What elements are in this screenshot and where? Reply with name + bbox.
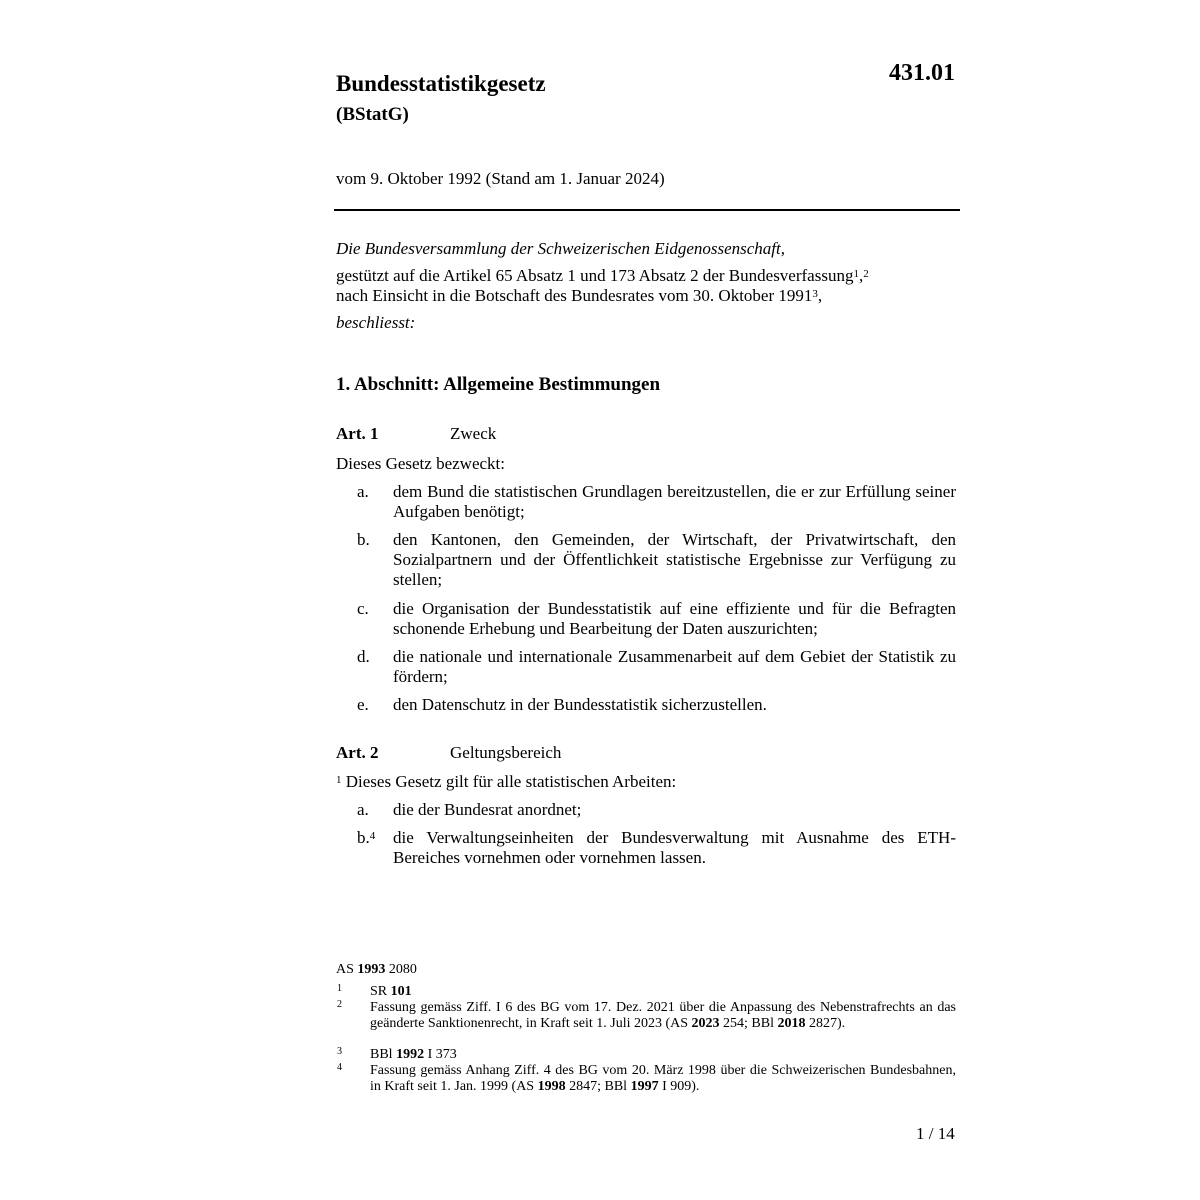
article-2-item-b [336,828,956,868]
footnote-4 [336,1063,956,1095]
article-2-intro: Dieses Gesetz gilt für alle statistischen Arbeiten: [345,772,677,791]
footnote-number: 1 [337,983,342,994]
fn-part: Fassung gemäss Ziff. I 6 des BG vom 17. Dez. 2021 über die Anpassung des Nebenstrafrechts an das geänderte Sanktionenrecht, in Kraft seit 1. Juli 2023 (AS [370,1000,956,1031]
fn-part-bold: 1992 [396,1047,425,1062]
fn-part: BBl [370,1047,397,1062]
footnote-number: 3 [337,1046,342,1057]
article-1-item-b [336,530,956,590]
footnote-2 [336,1000,956,1032]
list-item-text: dem Bund die statistischen Grundlagen bereitzustellen, die er zur Erfüllung seiner Aufgaben benötigt; [393,482,956,521]
list-item-text: die Verwaltungseinheiten der Bundesverwaltung mit Ausnahme des ETH-Bereiches vornehmen oder vornehmen lassen. [393,828,956,867]
list-marker: d. [357,647,370,666]
preamble-basis-comma: , [858,266,864,285]
list-marker-letter: b. [357,828,370,847]
fn-part-bold: 2018 [777,1016,806,1031]
fn-part-bold: 101 [390,984,412,999]
article-2-item-a [336,800,956,820]
footnote-1 [336,984,956,1000]
document-abbreviation: (BStatG) [336,104,409,125]
list-item-text: die nationale und internationale Zusammenarbeit auf dem Gebiet der Statistik zu fördern; [393,647,956,686]
fn-part: 254; BBl [719,1016,778,1031]
footnote-3 [336,1047,956,1063]
preamble-insight [336,286,956,306]
preamble-basis [336,266,956,286]
list-item-text: den Kantonen, den Gemeinden, der Wirtschaft, der Privatwirtschaft, den Sozialpartnern und der Öffentlichkeit statistische Ergebnisse zur Verfügung zu stellen; [393,530,956,589]
fn-part: 2847; BBl [565,1079,631,1094]
document-title: Bundesstatistikgesetz [336,71,546,96]
article-2-number: Art. 2 [336,743,379,762]
sr-number: 431.01 [889,60,955,86]
preamble-insight-comma: , [817,286,823,305]
section-heading: 1. Abschnitt: Allgemeine Bestimmungen [336,374,661,395]
list-marker: e. [357,695,369,714]
footnote-ref-3[interactable]: 3 [812,288,818,300]
fn-part: 2827). [805,1016,846,1031]
list-marker [357,828,375,848]
article-1-item-a [336,482,956,522]
list-marker: b. [357,530,370,549]
page-number: 1 / 14 [916,1124,955,1143]
fn-part-bold: 2023 [691,1016,720,1031]
document-date-line: vom 9. Oktober 1992 (Stand am 1. Januar 2024) [336,169,665,188]
preamble-basis-text: gestützt auf die Artikel 65 Absatz 1 und 173 Absatz 2 der Bundesverfassung [336,266,854,285]
footnote-ref-1[interactable]: 1 [853,268,859,280]
fn-part: I 373 [424,1047,457,1062]
fn-part: SR [370,984,391,999]
fn-part: Fassung gemäss Anhang Ziff. 4 des BG vom 20. März 1998 über die Schweizerischen Bundesbahnen, in Kraft seit 1. Jan. 1999 (AS [370,1063,956,1094]
article-1-title: Zweck [450,424,497,443]
preamble-assembly: Die Bundesversammlung der Schweizerischen Eidgenossenschaft, [336,239,785,258]
article-1-item-c [336,599,956,639]
list-item-text: den Datenschutz in der Bundesstatistik sicherzustellen. [393,695,767,714]
header-divider [334,209,960,211]
list-marker: a. [357,482,369,501]
footnote-number: 4 [337,1062,342,1073]
footnote-text [370,1000,956,1032]
article-1-number: Art. 1 [336,424,379,443]
article-1-item-e [336,695,956,715]
official-compilation-ref [336,962,417,978]
footnote-ref-4[interactable]: 4 [369,830,376,842]
footnote-ref-2[interactable]: 2 [863,268,869,280]
preamble-resolves: beschliesst: [336,313,416,332]
fn-part-bold: 1997 [630,1079,659,1094]
preamble-insight-text: nach Einsicht in die Botschaft des Bundesrates vom 30. Oktober 1991 [336,286,813,305]
list-marker: c. [357,599,369,618]
footnote-text [370,1047,956,1063]
fn-part-bold: 1998 [537,1079,566,1094]
list-item-text: die der Bundesrat anordnet; [393,800,582,819]
article-2-title: Geltungsbereich [450,743,562,762]
list-marker: a. [357,800,369,819]
footnote-text [370,984,956,1000]
paragraph-number: 1 [336,774,342,786]
article-1-intro: Dieses Gesetz bezweckt: [336,454,505,473]
fn-part: I 909). [658,1079,700,1094]
footnote-text [370,1063,956,1095]
as-year: 1993 [357,962,386,977]
article-2-paragraph-1 [336,772,956,792]
list-item-text: die Organisation der Bundesstatistik auf eine effiziente und für die Befragten schonende Erhebung und Bearbeitung der Daten auszurichten; [393,599,956,638]
as-prefix: AS [336,962,354,977]
as-page: 2080 [388,962,417,977]
footnote-number: 2 [337,999,342,1010]
article-1-item-d [336,647,956,687]
